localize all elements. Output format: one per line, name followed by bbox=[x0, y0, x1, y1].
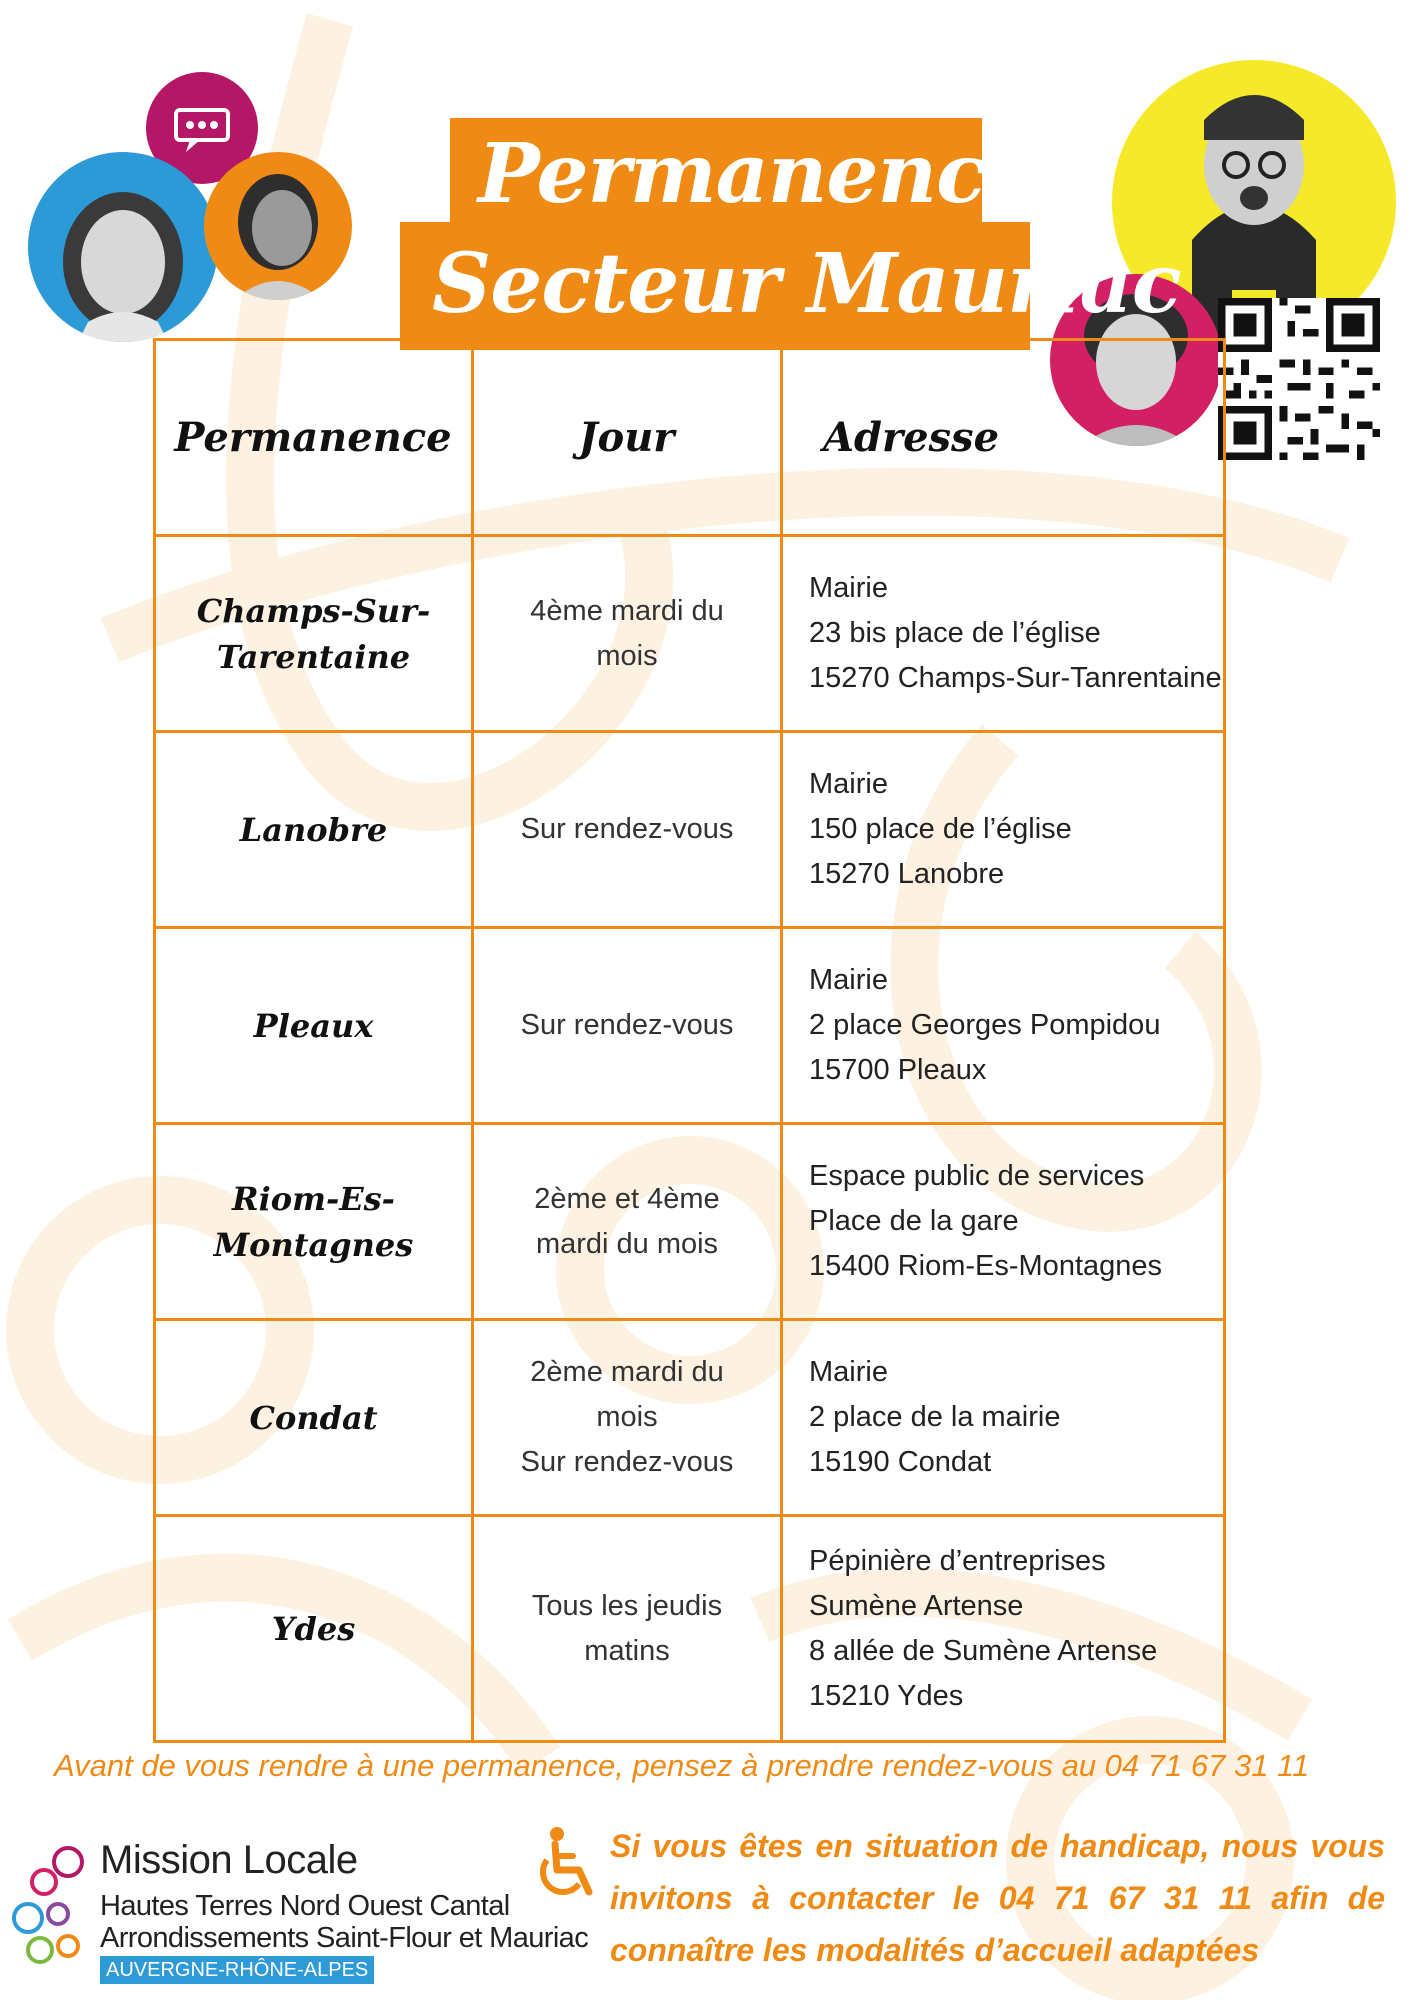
permanence-address: Pépinière d’entreprises Sumène Artense 8 allée de Sumène Artense 15210 Ydes bbox=[782, 1516, 1225, 1742]
permanence-day: Sur rendez-vous bbox=[473, 732, 782, 928]
permanence-address: Mairie 2 place de la mairie 15190 Condat bbox=[782, 1320, 1225, 1516]
table-row bbox=[155, 928, 1225, 1124]
header-permanence: Permanence bbox=[155, 340, 473, 536]
permanence-day: 2ème mardi du mois Sur rendez-vous bbox=[473, 1320, 782, 1516]
permanence-address: Espace public de services Place de la gare 15400 Riom-Es-Montagnes bbox=[782, 1124, 1225, 1320]
permanence-name: Lanobre bbox=[155, 732, 473, 928]
table-row bbox=[155, 732, 1225, 928]
table-header-row bbox=[155, 340, 1225, 536]
logo-mark-icon bbox=[10, 1838, 98, 1978]
handicap-notice: Si vous êtes en situation de handicap, nous vous invitons à contacter le 04 71 67 31 11 afin de connaître les modalités d’accueil adaptées bbox=[610, 1828, 1385, 1968]
permanence-name: Champs-Sur- Tarentaine bbox=[155, 536, 473, 732]
region-badge: AUVERGNE-RHÔNE-ALPES bbox=[100, 1956, 374, 1984]
permanence-name: Ydes bbox=[155, 1516, 473, 1742]
logo-subtitle-2: Arrondissements Saint-Flour et Mauriac bbox=[100, 1922, 589, 1954]
qr-code bbox=[1218, 298, 1380, 460]
header-adresse: Adresse bbox=[782, 340, 1225, 536]
portrait-photo-woman-laughing bbox=[204, 152, 352, 300]
table-row bbox=[155, 1124, 1225, 1320]
permanence-day: Sur rendez-vous bbox=[473, 928, 782, 1124]
permanence-day: Tous les jeudis matins bbox=[473, 1516, 782, 1742]
permanence-name: Condat bbox=[155, 1320, 473, 1516]
permanence-day: 4ème mardi du mois bbox=[473, 536, 782, 732]
wheelchair-icon bbox=[535, 1826, 603, 1904]
permanence-address: Mairie 150 place de l’église 15270 Lanobre bbox=[782, 732, 1225, 928]
permanence-address: Mairie 23 bis place de l’église 15270 Champs-Sur-Tanrentaine bbox=[782, 536, 1225, 732]
permanences-table bbox=[153, 338, 1226, 1743]
permanence-address: Mairie 2 place Georges Pompidou 15700 Pleaux bbox=[782, 928, 1225, 1124]
permanence-name: Pleaux bbox=[155, 928, 473, 1124]
portrait-photo-girl bbox=[28, 152, 218, 342]
mission-locale-logo bbox=[10, 1838, 589, 1988]
logo-subtitle-1: Hautes Terres Nord Ouest Cantal bbox=[100, 1890, 510, 1922]
logo-title: Mission Locale bbox=[100, 1838, 358, 1882]
table-row bbox=[155, 1320, 1225, 1516]
table-row bbox=[155, 1516, 1225, 1742]
page-title-line1: Permanences bbox=[478, 126, 1082, 222]
page-title-line2: Secteur Mauriac bbox=[432, 236, 1181, 332]
permanence-name: Riom-Es- Montagnes bbox=[155, 1124, 473, 1320]
permanence-day: 2ème et 4ème mardi du mois bbox=[473, 1124, 782, 1320]
header-jour: Jour bbox=[473, 340, 782, 536]
table-row bbox=[155, 536, 1225, 732]
appointment-notice: Avant de vous rendre à une permanence, pensez à prendre rendez-vous au 04 71 67 31 11 bbox=[54, 1748, 1310, 1783]
